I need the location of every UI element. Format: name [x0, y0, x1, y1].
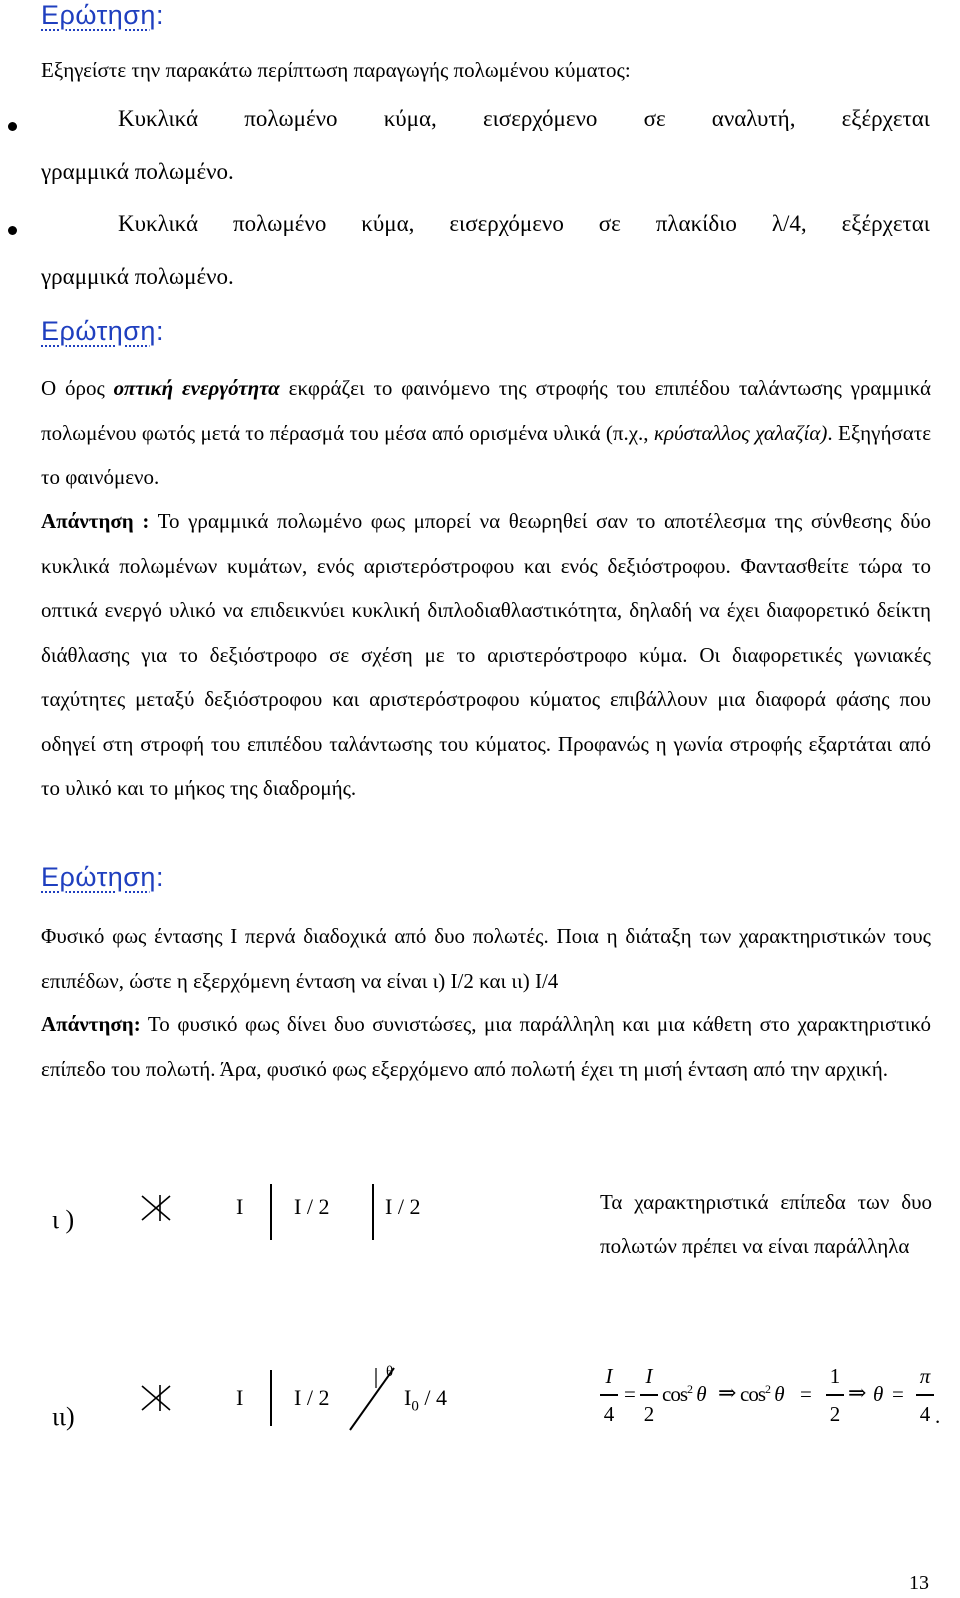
question-3-text: Φυσικό φως έντασης Ι περνά διαδοχικά από δυο πολωτές. Ποια η διάταξη των χαρακτηριστικών τους επιπέδων, ώστε η εξερχόμενη ένταση να είναι ι) Ι/2 και ιι) Ι/4 — [41, 924, 931, 993]
unpolarized-light-icon — [140, 1194, 172, 1222]
unpolarized-light-icon — [140, 1384, 172, 1412]
case-i-intensity-0: I — [236, 1194, 244, 1219]
question-heading-3: Ερώτηση: — [41, 862, 164, 892]
bullet-1-line-1: Κυκλικά πολωμένο κύμα, εισερχόμενο σε αναλυτή, εξέρχεται — [118, 106, 930, 131]
question-2-answer: Απάντηση : Το γραμμικά πολωμένο φως μπορεί να θεωρηθεί σαν το αποτέλεσμα της σύνθεσης δύο κυκλικά πολωμένων κυμάτων, ενός αριστερόστροφου και ενός δεξιόστροφου. Φαντασθείτε τώρα το οπτικά ενεργό υλικό να επιδεικνύει κυκλική διπλοδιαθλαστικότητα, δηλαδή να έχει διαφορετικό δείκτη διάθλασης για το δεξιόστροφο σε σχέση με το αριστερόστροφο κύμα. Οι διαφορετικές γωνιακές ταχύτητες μεταξύ δεξιόστροφου και αριστερόστροφου κύματος επιβάλλουν μια διαφορά φάσης που οδηγεί στη στροφή του επιπέδου ταλάντωσης του κύματος. Προφανώς η γωνία στροφής εξαρτάται από το υλικό και το μήκος της διαδρομής. — [41, 509, 931, 800]
polarizer-2 — [372, 1184, 374, 1240]
case-i-intensity-2: I / 2 — [385, 1194, 421, 1219]
bullet-2-line-1: Κυκλικά πολωμένο κύμα, εισερχόμενο σε πλακίδιο λ/4, εξέρχεται — [118, 211, 930, 236]
page-number: 13 — [909, 1572, 929, 1594]
question-1-intro: Εξηγείστε την παρακάτω περίπτωση παραγωγής πολωμένου κύματος: — [41, 58, 631, 82]
question-3-answer: Απάντηση: Το φυσικό φως δίνει δυο συνιστώσες, μια παράλληλη και μια κάθετη στο χαρακτηριστικό επίπεδο του πολωτή. Άρα, φυσικό φως εξερχόμενο από πολωτή έχει τη μισή ένταση από την αρχική. — [41, 1012, 931, 1081]
case-i-intensity-1: I / 2 — [294, 1194, 330, 1219]
question-heading-2: Ερώτηση: — [41, 316, 164, 346]
polarizer-1 — [270, 1370, 272, 1426]
polarizer-1 — [270, 1184, 272, 1240]
question-heading-1: Ερώτηση: — [41, 0, 164, 30]
bullet-2-line-2: γραμμικά πολωμένο. — [41, 264, 234, 289]
case-i-label: ι ) — [52, 1205, 75, 1234]
case-i-note: Τα χαρακτηριστικά επίπεδα των δυο πολωτών πρέπει να είναι παράλληλα — [600, 1190, 932, 1258]
bullet-icon — [8, 122, 17, 131]
case-ii-intensity-1: I / 2 — [294, 1385, 330, 1410]
case-ii-intensity-2: $I_0 / 4$ — [404, 1385, 447, 1415]
bullet-icon — [8, 226, 17, 235]
theta-angle-label: θ — [386, 1364, 394, 1380]
case-ii-label: ιι) — [52, 1402, 75, 1431]
bullet-1-line-2: γραμμικά πολωμένο. — [41, 159, 234, 184]
case-ii-intensity-0: I — [236, 1385, 244, 1410]
question-2-text: Ο όρος οπτική ενεργότητα εκφράζει το φαινόμενο της στροφής του επιπέδου ταλάντωσης γραμμικά πολωμένου φωτός μετά το πέρασμά του μέσα από ορισμένα υλικά (π.χ., κρύσταλλος χαλαζία). Εξηγήσατε το φαινόμενο. — [41, 376, 932, 489]
